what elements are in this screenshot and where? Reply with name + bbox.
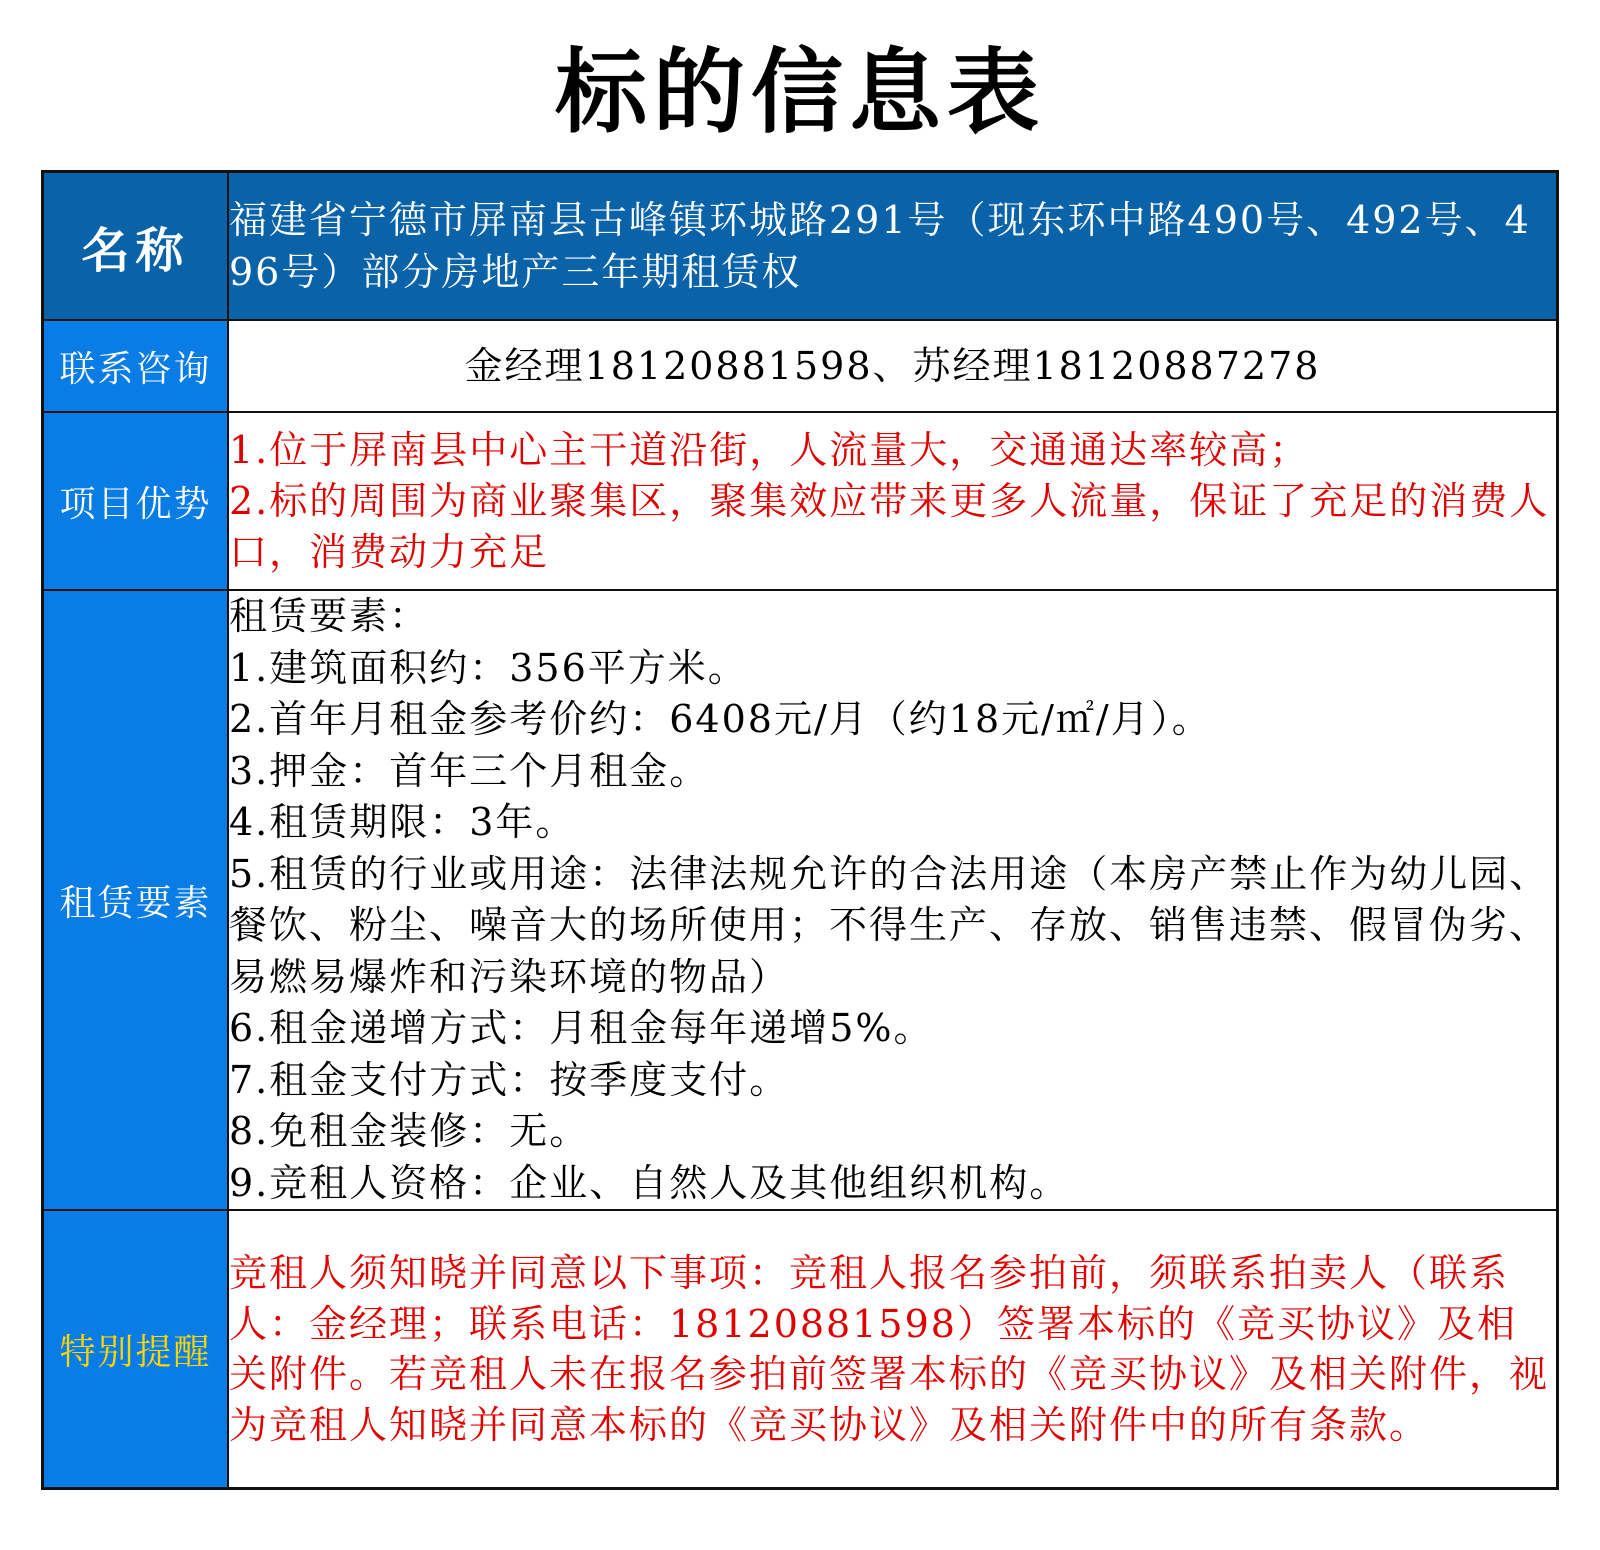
lease-label: 租赁要素 <box>43 590 229 1210</box>
lease-item: 6.租金递增方式：月租金每年递增5%。 <box>229 1006 934 1050</box>
row-name <box>43 172 1558 321</box>
advantages-value <box>228 412 1558 590</box>
name-value: 福建省宁德市屏南县古峰镇环城路291号（现东环中路490号、492号、496号）部分房地产三年期租赁权 <box>228 172 1558 321</box>
row-contact <box>43 320 1558 412</box>
advantages-label: 项目优势 <box>43 412 229 590</box>
row-lease <box>43 590 1558 1210</box>
lease-item: 4.租赁期限：3年。 <box>229 800 576 844</box>
row-advantages <box>43 412 1558 590</box>
lease-item: 9.竞租人资格：企业、自然人及其他组织机构。 <box>229 1160 1070 1205</box>
lease-item: 8.免租金装修：无。 <box>229 1109 590 1153</box>
notice-value: 竞租人须知晓并同意以下事项：竞租人报名参拍前，须联系拍卖人（联系人：金经理；联系电话：18120881598）签署本标的《竞买协议》及相关附件。若竞租人未在报名参拍前签署本标的《竞买协议》及相关附件，视为竞租人知晓并同意本标的《竞买协议》及相关附件中的所有条款。 <box>228 1210 1558 1489</box>
page-title: 标的信息表 <box>554 39 1045 146</box>
lease-item: 1.建筑面积约：356平方米。 <box>229 645 748 690</box>
contact-label: 联系咨询 <box>43 320 229 412</box>
lease-item: 2.首年月租金参考价约：6408元/月（约18元/㎡/月）。 <box>229 697 1212 741</box>
lease-item: 5.租赁的行业或用途：法律法规允许的合法用途（本房产禁止作为幼儿园、餐饮、粉尘、噪音大的场所使用；不得生产、存放、销售违禁、假冒伪劣、易燃易爆炸和污染环境的物品） <box>229 851 1550 999</box>
contact-value: 金经理18120881598、苏经理18120887278 <box>228 320 1558 412</box>
advantage-item: 2.标的周围为商业聚集区，聚集效应带来更多人流量，保证了充足的消费人口，消费动力充足 <box>229 478 1550 574</box>
lease-value <box>228 590 1558 1210</box>
notice-label: 特别提醒 <box>43 1210 229 1489</box>
advantage-item: 1.位于屏南县中心主干道沿街，人流量大，交通通达率较高； <box>229 427 1310 472</box>
lease-item: 3.押金：首年三个月租金。 <box>229 748 710 793</box>
lease-heading: 租赁要素： <box>229 594 430 638</box>
row-notice <box>43 1210 1558 1489</box>
lease-item: 7.租金支付方式：按季度支付。 <box>229 1057 790 1102</box>
name-label: 名称 <box>43 172 229 321</box>
info-table <box>41 170 1559 1490</box>
